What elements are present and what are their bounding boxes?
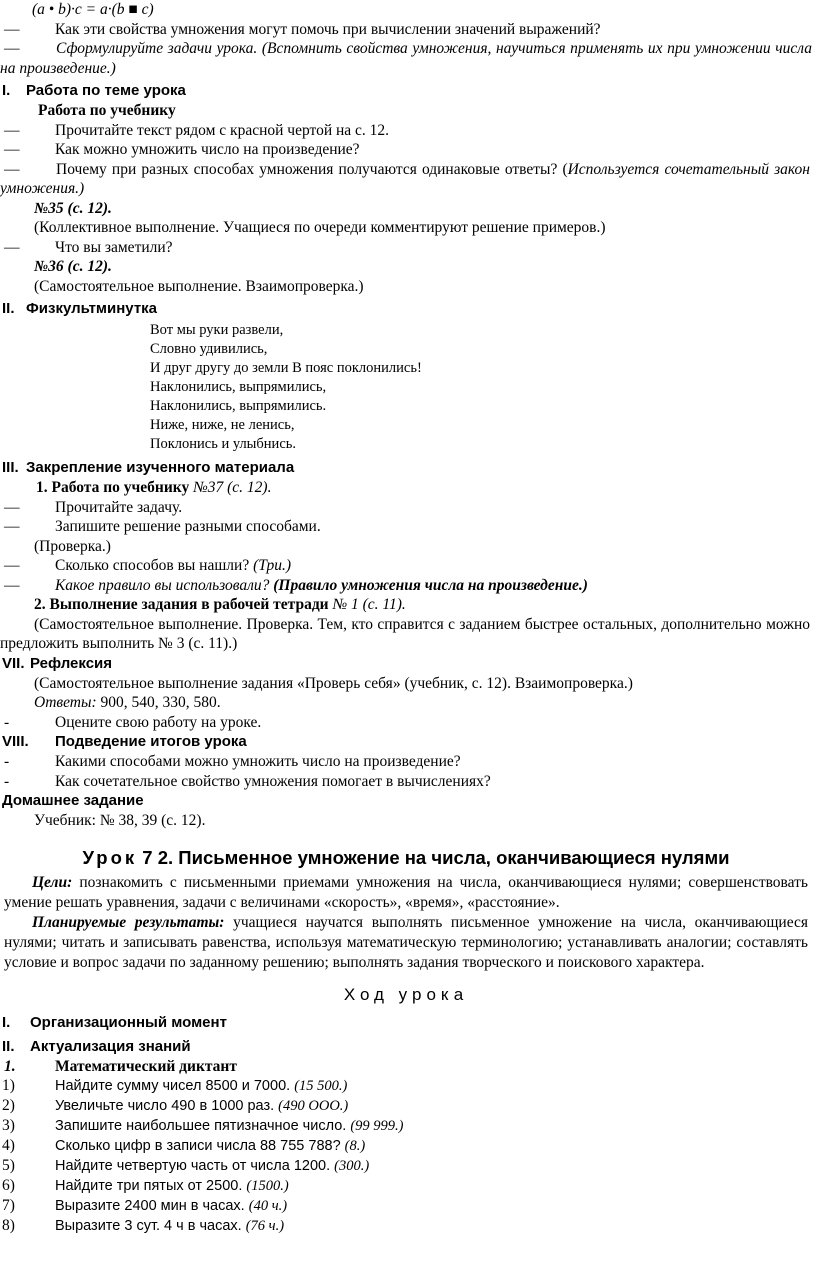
item-text: Прочитайте задачу.	[55, 498, 183, 516]
goals	[0, 873, 812, 913]
dash: —	[4, 160, 20, 178]
list-item	[0, 713, 812, 733]
poem-line: И друг другу до земли В пояс поклонились!	[150, 360, 422, 376]
reflection-note: (Самостоятельное выполнение задания «Проверь себя» (учебник, с. 12). Взаимопроверка.)	[34, 674, 633, 692]
item-number: 5)	[2, 1157, 15, 1174]
results-label: Планируемые результаты:	[32, 913, 225, 931]
item-text: Почему при разных способах умножения получаются одинаковые ответы? (	[56, 160, 568, 178]
poem-line: Наклонились, выпрямились.	[150, 398, 327, 414]
item-number: 8)	[2, 1217, 15, 1234]
exercise-ref: №37 (с. 12).	[193, 479, 272, 496]
list-item	[0, 140, 812, 160]
item-question: Выразите 2400 мин в часах.	[55, 1198, 245, 1214]
dash: —	[4, 518, 20, 535]
section-number: VIII.	[2, 733, 29, 750]
item-answer: (99 999.)	[350, 1118, 404, 1134]
item-question: Сколько цифр в записи числа 88 755 788?	[55, 1138, 341, 1154]
dictation-item	[0, 1096, 812, 1116]
item-question: Увеличьте число 490 в 1000 раз.	[55, 1098, 275, 1114]
item-number: 3)	[2, 1117, 15, 1134]
poem-line: Поклонись и улыбнись.	[150, 436, 296, 452]
list-item	[0, 121, 812, 141]
list-item	[0, 498, 812, 518]
item-text: Какое правило вы использовали?	[55, 576, 270, 594]
section-number: II.	[2, 1037, 15, 1055]
item-text: Как сочетательное свойство умножения помогает в вычислениях?	[55, 772, 491, 790]
section-heading	[0, 1013, 812, 1033]
item-number: 1)	[2, 1077, 15, 1094]
homework-text: Учебник: № 38, 39 (с. 12).	[34, 812, 206, 829]
goals-label: Цели:	[32, 873, 73, 891]
item-answer: (1500.)	[246, 1178, 289, 1194]
section-heading	[0, 81, 812, 101]
item-answer: (76 ч.)	[245, 1218, 285, 1234]
item-text: Запишите решение разными способами.	[55, 518, 321, 535]
subheading: Работа по учебнику	[38, 102, 176, 119]
item-answer: Используется сочетательный закон умножения.)	[0, 160, 810, 197]
item-answer: (300.)	[334, 1158, 370, 1174]
dictation-item	[0, 1176, 812, 1196]
item-question: Найдите четвертую часть от числа 1200.	[55, 1158, 331, 1174]
item-answer: (40 ч.)	[248, 1198, 288, 1214]
answers	[0, 693, 812, 713]
question-line	[0, 20, 812, 40]
dash: —	[4, 40, 20, 57]
item-text: Что вы заметили?	[55, 238, 173, 256]
results-text: учащиеся научатся выполнять письменное умножение на числа, оканчивающиеся нулями; читать и записывать равенства, используя математическую терминологию; устанавливать аналогии; составлять условие и вопрос задачи по заданному решению; выполнять задания творческого и поискового характера.	[4, 913, 808, 971]
subheading	[0, 1057, 812, 1077]
formula: (a • b)·c = a·(b ■ c)	[32, 1, 154, 18]
section-number: I.	[2, 1013, 11, 1031]
section-number: I.	[2, 82, 11, 99]
dash: —	[4, 238, 20, 256]
section-title: Закрепление изученного материала	[26, 459, 295, 476]
list-item	[0, 752, 812, 772]
list-item	[0, 160, 812, 199]
subheading-text: Математический диктант	[55, 1057, 237, 1075]
answers-values: 900, 540, 330, 580.	[100, 694, 221, 711]
list-item	[0, 517, 812, 537]
check-note: (Проверка.)	[34, 537, 111, 555]
poem	[0, 321, 812, 454]
section-number: VII.	[2, 654, 25, 672]
section-heading	[0, 1037, 812, 1057]
section-number: II.	[2, 300, 15, 317]
item-number: 1.	[4, 1057, 16, 1075]
section-title: Рефлексия	[30, 654, 113, 672]
dash: —	[4, 121, 20, 139]
dictation-item	[0, 1216, 812, 1236]
course-heading: Ход урока	[343, 984, 469, 1004]
title-prefix: Урок	[82, 846, 138, 868]
item-text: Прочитайте текст рядом с красной чертой на с. 12.	[55, 121, 390, 139]
subheading	[0, 478, 812, 498]
poem-line: Вот мы руки развели,	[150, 322, 284, 338]
dash: -	[4, 753, 10, 770]
exercise-number: №35 (с. 12).	[34, 199, 112, 217]
planned-results	[0, 913, 812, 973]
exercise-note: (Самостоятельное выполнение. Взаимопроверка.)	[34, 277, 364, 295]
subheading	[0, 595, 812, 615]
item-question: Запишите наибольшее пятизначное число.	[55, 1118, 347, 1134]
dash: —	[4, 20, 20, 38]
section-heading	[0, 458, 812, 478]
list-item	[0, 556, 812, 576]
dash: —	[4, 498, 20, 516]
item-number: 2)	[2, 1097, 15, 1114]
poem-line: Ниже, ниже, не ленись,	[150, 417, 295, 433]
section-number: III.	[2, 459, 19, 476]
section-heading	[0, 299, 812, 319]
dictation-item	[0, 1076, 812, 1096]
section-heading	[0, 732, 812, 752]
item-answer: (8.)	[344, 1138, 366, 1154]
item-text: Как можно умножить число на произведение?	[55, 141, 360, 158]
item-number: 4)	[2, 1137, 15, 1154]
item-number: 7)	[2, 1197, 15, 1214]
item-question: Найдите сумму чисел 8500 и 7000.	[55, 1078, 291, 1094]
item-answer: (490 ООО.)	[278, 1098, 349, 1114]
item-text: Оцените свою работу на уроке.	[55, 713, 262, 731]
exercise-note: (Коллективное выполнение. Учащиеся по очереди комментируют решение примеров.)	[34, 219, 606, 236]
subheading-text: 1. Работа по учебнику	[36, 479, 190, 496]
exercise-ref: № 1 (с. 11).	[332, 596, 406, 613]
dash: -	[4, 772, 10, 790]
poem-line: Словно удивились,	[150, 341, 268, 357]
poem-line: Наклонились, выпрямились,	[150, 379, 327, 395]
tasks-text: Сформулируйте задачи урока. (Вспомнить свойства умножения, научиться применять их при умножении числа на произведение.)	[0, 40, 812, 77]
exercise-note: (Самостоятельное выполнение. Проверка. Тем, кто справится с заданием быстрее остальных, дополнительно можно предложить выполнить № 3 (с. 11).)	[0, 615, 810, 652]
dash: —	[4, 576, 20, 594]
dash: -	[4, 713, 10, 731]
lesson-title	[0, 845, 812, 871]
section-title: Организационный момент	[30, 1013, 227, 1031]
dictation-item	[0, 1196, 812, 1216]
homework-heading: Домашнее задание	[2, 792, 144, 809]
item-number: 6)	[2, 1177, 15, 1194]
section-title: Актуализация знаний	[30, 1037, 191, 1055]
section-title: Физкультминутка	[26, 300, 158, 317]
list-item	[0, 576, 812, 596]
section-heading	[0, 654, 812, 674]
item-text: Сколько способов вы нашли?	[55, 557, 250, 574]
list-item	[0, 238, 812, 258]
item-question: Выразите 3 сут. 4 ч в часах.	[55, 1218, 242, 1234]
item-answer: (Правило умножения числа на произведение.)	[273, 576, 588, 594]
section-title: Подведение итогов урока	[55, 733, 247, 750]
section-title: Работа по теме урока	[26, 82, 186, 99]
subheading-text: 2. Выполнение задания в рабочей тетради	[34, 596, 329, 613]
dictation-item	[0, 1156, 812, 1176]
answers-label: Ответы:	[34, 694, 97, 711]
lesson-tasks	[0, 39, 812, 78]
exercise-number: №36 (с. 12).	[34, 258, 112, 275]
dash: —	[4, 141, 20, 158]
question-text: Как эти свойства умножения могут помочь при вычислении значений выражений?	[55, 20, 601, 38]
item-text: Какими способами можно умножить число на произведение?	[55, 753, 461, 770]
title-text: 7 2. Письменное умножение на числа, оканчивающиеся нулями	[142, 846, 730, 868]
goals-text: познакомить с письменными приемами умножения на числа, оканчивающиеся нулями; совершенствовать умение решать уравнения, задачи с величинами «скорость», «время», «расстояние».	[4, 873, 808, 911]
item-answer: (15 500.)	[294, 1078, 348, 1094]
item-answer: (Три.)	[253, 557, 292, 574]
list-item	[0, 772, 812, 792]
dictation-item	[0, 1136, 812, 1156]
dictation-item	[0, 1116, 812, 1136]
dash: —	[4, 557, 20, 574]
item-question: Найдите три пятых от 2500.	[55, 1178, 243, 1194]
